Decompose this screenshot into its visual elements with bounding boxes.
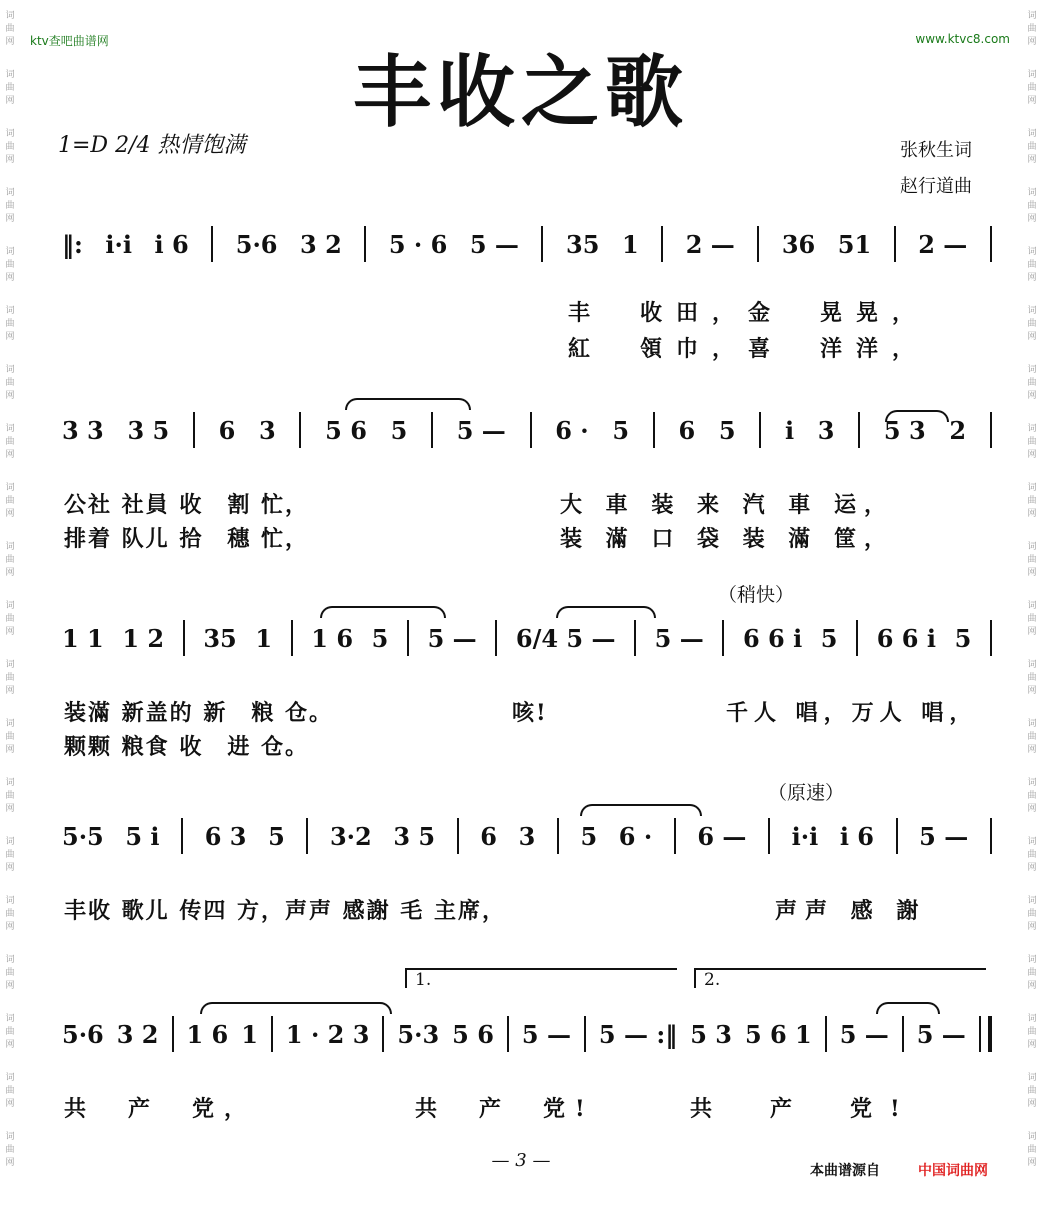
note-group: 5 [718,415,736,445]
watermark-text: 词 曲 网 [1027,424,1037,460]
note-group: 5 — [427,623,477,653]
note-group: 1 [255,623,273,653]
barline [557,818,559,854]
lyric-line: 共 产 党， [64,1096,257,1122]
note-group: 1 6 [186,1019,229,1049]
watermark-text: 词 曲 网 [5,11,15,47]
watermark-text: 词 曲 网 [5,483,15,519]
barline [364,226,366,262]
note-group: 5 — [916,1019,966,1049]
staff-row-5 [62,1016,992,1062]
note-group: 3 2 [116,1019,159,1049]
barline [291,620,293,656]
key-tempo-marking: 1=D 2/4 热情饱满 [58,133,246,158]
barline [634,620,636,656]
source-label: 本曲谱源自 [810,1163,880,1179]
note-group: 5 [820,623,838,653]
barline [299,412,301,448]
watermark-text: 词 曲 网 [1027,247,1037,283]
note-group: i 6 [154,229,189,259]
watermark-text: 词 曲 网 [1027,188,1037,224]
note-group: 6 6 i [876,623,936,653]
note-group: 6 3 [204,821,247,851]
watermark-text: 词 曲 网 [1027,719,1037,755]
note-group: 1 · 2 3 [285,1019,370,1049]
page-number: — 3 — [491,1150,551,1171]
note-group: ‖: [62,229,83,259]
right-watermark-strip [1024,10,1040,1190]
note-group: 5·3 [397,1019,440,1049]
barline [181,818,183,854]
barline [211,226,213,262]
barline [825,1016,827,1052]
note-group: 6 [480,821,497,851]
barline [172,1016,174,1052]
note-group: i·i [105,229,132,259]
note-group: i 6 [839,821,874,851]
ending-label: 2. [704,970,721,990]
barline [722,620,724,656]
note-group: 6 [678,415,696,445]
notes-row-3 [62,620,992,656]
watermark-text: 词 曲 网 [1027,11,1037,47]
lyric-line: 公社 社員 收 割 忙， [64,492,309,518]
slur-mark [200,1002,392,1014]
barline [661,226,663,262]
lyricist-credit: 张秋生词 [900,140,972,161]
note-group: 5 [371,623,389,653]
lyric-line: 装 滿 口 袋 装 滿 筐， [560,526,894,552]
note-group: 35 [566,229,600,259]
watermark-text: 词 曲 网 [5,247,15,283]
note-group: i·i [791,821,819,851]
watermark-text: 词 曲 网 [5,129,15,165]
staff-row-1 [62,226,992,272]
watermark-text: 词 曲 网 [1027,306,1037,342]
lyric-line: 紅 領巾，喜 洋洋， [568,336,929,362]
notes-row-4 [62,818,992,854]
watermark-text: 词 曲 网 [1027,1014,1037,1050]
tempo-marking: （原速） [768,782,845,804]
watermark-text: 词 曲 网 [1027,542,1037,578]
barline [584,1016,586,1052]
barline [896,818,898,854]
note-group: 5 — :‖ [598,1019,678,1049]
staff-row-3 [62,620,992,666]
barline [990,226,992,262]
note-group: 5 — [521,1019,571,1049]
first-ending-bracket [405,968,677,988]
lyric-line: 声声 感 謝 [775,898,927,924]
watermark-text: 词 曲 网 [1027,1073,1037,1109]
watermark-text: 词 曲 网 [1027,129,1037,165]
watermark-text: 词 曲 网 [1027,837,1037,873]
barline [457,818,459,854]
source-site-link[interactable]: 中国词曲网 [918,1163,988,1179]
lyric-line: 共 产 党! [690,1096,918,1122]
watermark-text: 词 曲 网 [1027,483,1037,519]
final-barline [979,1016,992,1052]
note-group: 5 [612,415,630,445]
barline [541,226,543,262]
note-group: 1 2 [122,623,165,653]
staff-row-2 [62,412,992,458]
note-group: 3 2 [300,229,342,259]
watermark-text: 词 曲 网 [5,955,15,991]
notes-row-2 [62,412,992,448]
lyric-line: 排着 队儿 拾 穗 忙， [64,526,309,552]
barline [674,818,676,854]
note-group: 5·6 [62,1019,104,1049]
slur-mark [580,804,702,816]
note-group: 6/4 5 — [515,623,616,653]
note-group: 5 6 1 [744,1019,812,1049]
ending-label: 1. [415,970,432,990]
staff-row-4 [62,818,992,864]
note-group: 5·6 [235,229,278,259]
composer-credit: 赵行道曲 [900,176,972,197]
watermark-text: 词 曲 网 [5,778,15,814]
note-group: 3 [518,821,536,851]
barline [768,818,770,854]
watermark-text: 词 曲 网 [5,542,15,578]
lyric-line: 装滿 新盖的 新 粮 仓。 [64,700,333,726]
watermark-text: 词 曲 网 [1027,70,1037,106]
note-group: 6 [218,415,236,445]
watermark-text: 词 曲 网 [5,424,15,460]
note-group: 5 — [469,229,519,259]
note-group: 6 · [618,821,653,851]
watermark-text: 词 曲 网 [5,1073,15,1109]
note-group: 2 — [685,229,735,259]
note-group: 5 6 [452,1019,494,1049]
watermark-text: 词 曲 网 [5,1014,15,1050]
note-group: 5 6 [325,415,367,445]
watermark-text: 词 曲 网 [5,1132,15,1168]
song-title: 丰收之歌 [352,48,689,138]
note-group: 6 · [555,415,589,445]
barline [306,818,308,854]
note-group: i [784,415,795,445]
note-group: 35 [203,623,237,653]
slur-mark [345,398,471,410]
barline [495,620,497,656]
barline [990,412,992,448]
note-group: 5 — [654,623,704,653]
barline [530,412,532,448]
note-group: 5 — [839,1019,889,1049]
note-group: 1 [621,229,639,259]
note-group: 5 [954,623,972,653]
second-ending-bracket [694,968,986,988]
note-group: 5 3 [883,415,926,445]
lyric-line: 千人 唱，万人 唱， [726,700,978,726]
note-group: 1 [241,1019,258,1049]
note-group: 5 — [919,821,969,851]
barline [990,818,992,854]
note-group: 3·2 [329,821,372,851]
watermark-text: 词 曲 网 [1027,1132,1037,1168]
watermark-text: 词 曲 网 [5,70,15,106]
note-group: 5 3 [690,1019,732,1049]
barline [757,226,759,262]
lyric-line: 大 車 装 来 汽 車 运， [560,492,894,518]
tempo-marking: （稍快） [718,584,795,606]
lyric-line: 共 产 党! [415,1096,595,1122]
lyric-line: 丰收 歌儿 传四 方，声声 感謝 毛 主席， [64,898,506,924]
watermark-text: 词 曲 网 [5,365,15,401]
barline [431,412,433,448]
note-group: 5 [268,821,285,851]
barline [856,620,858,656]
watermark-text: 词 曲 网 [1027,955,1037,991]
note-group: 1 6 [311,623,354,653]
note-group: 5·5 [62,821,104,851]
barline [382,1016,384,1052]
site-header-right[interactable]: www.ktvc8.com [915,32,1010,46]
note-group: 6 — [697,821,747,851]
watermark-text: 词 曲 网 [1027,778,1037,814]
watermark-text: 词 曲 网 [5,719,15,755]
barline [902,1016,904,1052]
note-group: 51 [837,229,872,259]
note-group: 6 6 i [742,623,803,653]
note-group: 2 — [918,229,968,259]
barline [858,412,860,448]
note-group: 5 · 6 [388,229,448,259]
barline [271,1016,273,1052]
site-header-left[interactable]: ktv查吧曲谱网 [30,34,109,48]
barline [990,620,992,656]
note-group: 5 [580,821,598,851]
watermark-text: 词 曲 网 [5,306,15,342]
barline [507,1016,509,1052]
barline [894,226,896,262]
lyric-line: 颗颗 粮食 收 进 仓。 [64,734,309,760]
note-group: 3 [817,415,835,445]
slur-mark [556,606,656,618]
watermark-text: 词 曲 网 [1027,365,1037,401]
note-group: 3 [259,415,276,445]
note-group: 5 [390,415,408,445]
lyric-line: 咳! [512,700,548,726]
barline [407,620,409,656]
lyric-line: 丰 收田，金 晃晃， [568,300,929,326]
watermark-text: 词 曲 网 [1027,601,1037,637]
slur-mark [320,606,446,618]
note-group: 3 3 [62,415,104,445]
watermark-text: 词 曲 网 [5,837,15,873]
note-group: 2 [949,415,967,445]
note-group: 36 [781,229,816,259]
note-group: 3 5 [127,415,170,445]
watermark-text: 词 曲 网 [5,188,15,224]
note-group: 1 1 [62,623,104,653]
note-group: 5 i [125,821,160,851]
note-group: 5 — [456,415,506,445]
barline [183,620,185,656]
notes-row-5 [62,1016,992,1052]
watermark-text: 词 曲 网 [1027,660,1037,696]
watermark-text: 词 曲 网 [5,660,15,696]
left-watermark-strip [2,10,18,1190]
note-group: 3 5 [393,821,436,851]
barline [759,412,761,448]
barline [193,412,195,448]
watermark-text: 词 曲 网 [1027,896,1037,932]
barline [653,412,655,448]
notes-row-1 [62,226,992,262]
watermark-text: 词 曲 网 [5,896,15,932]
slur-mark [876,1002,940,1014]
watermark-text: 词 曲 网 [5,601,15,637]
